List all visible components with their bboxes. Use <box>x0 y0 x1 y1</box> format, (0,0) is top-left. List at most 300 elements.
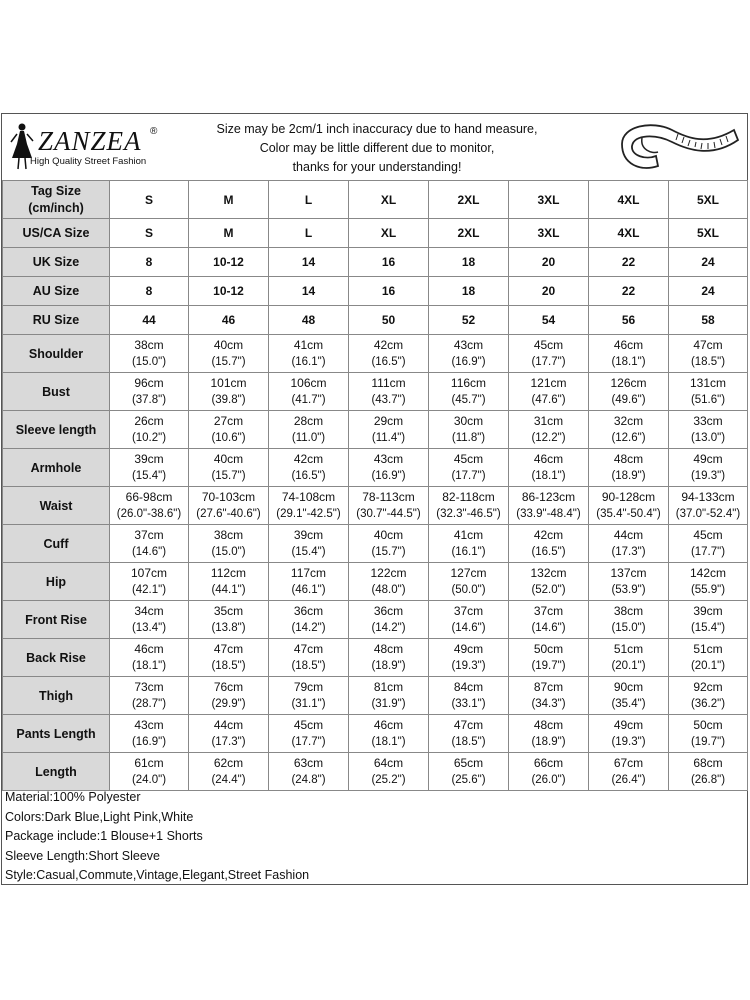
size-cell: 5XL <box>669 219 748 248</box>
cm-value: 26cm <box>134 413 164 428</box>
size-cell: 54 <box>509 306 589 335</box>
cm-value: 28cm <box>293 413 324 428</box>
cm-value: 47cm <box>693 337 723 352</box>
inch-value: (47.6") <box>531 393 566 406</box>
row-label: Bust <box>3 373 110 411</box>
inch-value: (16.5") <box>291 469 326 482</box>
row-label-text: Tag Size <box>31 183 81 198</box>
measurement-cell <box>669 563 748 601</box>
size-cell: 2XL <box>429 181 509 219</box>
measurement-cell <box>669 715 748 753</box>
cm-value: 61cm <box>134 755 164 770</box>
info-material: Material:100% Polyester <box>5 790 141 804</box>
cm-value: 74-108cm <box>281 489 336 504</box>
inch-value: (17.7") <box>291 735 326 748</box>
cm-value: 112cm <box>210 565 247 580</box>
inch-value: (44.1") <box>211 583 246 596</box>
inch-value: (45.7") <box>451 393 486 406</box>
cm-value: 42cm <box>293 451 324 466</box>
inch-value: (14.6") <box>531 621 566 634</box>
measurement-cell <box>110 335 189 373</box>
size-cell: 14 <box>269 277 349 306</box>
measurement-cell <box>110 715 189 753</box>
measurement-row <box>3 601 748 639</box>
inch-value: (26.0"-38.6") <box>116 507 182 520</box>
cm-value: 39cm <box>134 451 164 466</box>
measurement-cell <box>669 639 748 677</box>
inch-value: (16.9") <box>451 355 486 368</box>
size-cell: L <box>269 219 349 248</box>
measurement-row <box>3 449 748 487</box>
inch-value: (18.9") <box>531 735 566 748</box>
cm-value: 126cm <box>610 375 647 390</box>
cm-value: 38cm <box>134 337 164 352</box>
measurement-cell <box>189 753 269 791</box>
inch-value: (15.7") <box>211 469 246 482</box>
cm-value: 43cm <box>373 451 404 466</box>
cm-value: 44cm <box>613 527 644 542</box>
measurement-cell <box>589 449 669 487</box>
cm-value: 47cm <box>213 641 244 656</box>
inch-value: (42.1") <box>131 583 167 596</box>
cm-value: 33cm <box>693 413 723 428</box>
measurement-cell <box>269 715 349 753</box>
cm-value: 37cm <box>533 603 564 618</box>
inch-value: (11.4") <box>371 431 406 444</box>
cm-value: 49cm <box>613 717 644 732</box>
inch-value: (52.0") <box>531 583 566 596</box>
size-cell: 2XL <box>429 219 509 248</box>
measurement-row <box>3 563 748 601</box>
measurement-cell <box>189 373 269 411</box>
info-colors: Colors:Dark Blue,Light Pink,White <box>5 809 194 824</box>
size-cell: 20 <box>509 248 589 277</box>
size-cell: 3XL <box>509 219 589 248</box>
measurement-cell <box>509 639 589 677</box>
inch-value: (16.9") <box>371 469 406 482</box>
measurement-cell <box>429 335 509 373</box>
inch-value: (27.6"-40.6") <box>196 507 261 520</box>
inch-value: (25.2") <box>371 773 406 786</box>
cm-value: 46cm <box>373 717 404 732</box>
cm-value: 44cm <box>213 717 244 732</box>
inch-value: (30.7"-44.5") <box>356 507 421 520</box>
size-cell: 50 <box>349 306 429 335</box>
inch-value: (53.9") <box>611 583 646 596</box>
inch-value: (18.5") <box>211 659 246 672</box>
measurement-cell <box>589 563 669 601</box>
row-label-text: US/CA Size <box>22 225 90 240</box>
row-label: Hip <box>3 563 110 601</box>
inch-value: (11.8") <box>451 431 486 444</box>
inch-value: (18.9") <box>611 469 646 482</box>
cm-value: 87cm <box>533 679 564 694</box>
cm-value: 39cm <box>293 527 324 542</box>
size-cell: 18 <box>429 277 509 306</box>
measurement-cell <box>509 411 589 449</box>
info-style: Style:Casual,Commute,Vintage,Elegant,Street Fashion <box>5 868 310 882</box>
measurement-cell <box>349 715 429 753</box>
cm-value: 68cm <box>693 755 723 770</box>
cm-value: 76cm <box>213 679 244 694</box>
size-cell: 20 <box>509 277 589 306</box>
measurement-cell <box>349 373 429 411</box>
measurement-cell <box>669 411 748 449</box>
cm-value: 40cm <box>213 337 244 352</box>
inch-value: (35.4"-50.4") <box>596 507 661 520</box>
size-cell: 10-12 <box>189 277 269 306</box>
row-label: Pants Length <box>3 715 110 753</box>
measurement-cell <box>669 487 748 525</box>
row-label: Waist <box>3 487 110 525</box>
cm-value: 111cm <box>371 375 406 390</box>
measurement-cell <box>189 677 269 715</box>
brand-name: ZANZEA <box>38 126 142 156</box>
cm-value: 30cm <box>453 413 484 428</box>
measurement-cell <box>110 677 189 715</box>
measurement-cell <box>669 525 748 563</box>
measurement-cell <box>429 449 509 487</box>
cm-value: 65cm <box>453 755 484 770</box>
cm-value: 48cm <box>533 717 564 732</box>
measurement-cell <box>110 563 189 601</box>
cm-value: 49cm <box>693 451 723 466</box>
cm-value: 131cm <box>689 375 727 390</box>
cm-value: 45cm <box>293 717 324 732</box>
inch-value: (35.4") <box>611 697 646 710</box>
measurement-cell <box>509 601 589 639</box>
inch-value: (16.5") <box>531 545 566 558</box>
cm-value: 94-133cm <box>681 489 735 504</box>
size-cell: 44 <box>110 306 189 335</box>
inch-value: (10.2") <box>131 431 167 444</box>
cm-value: 90cm <box>613 679 644 694</box>
cm-value: 36cm <box>373 603 404 618</box>
inch-value: (14.2") <box>371 621 406 634</box>
measurement-cell <box>669 373 748 411</box>
inch-value: (16.9") <box>131 735 167 748</box>
inch-value: (13.8") <box>211 621 246 634</box>
cm-value: 40cm <box>213 451 244 466</box>
size-cell: 8 <box>110 277 189 306</box>
size-cell: 8 <box>110 248 189 277</box>
measurement-cell <box>669 449 748 487</box>
cm-value: 78-113cm <box>362 489 415 504</box>
measurement-row <box>3 411 748 449</box>
cm-value: 47cm <box>293 641 324 656</box>
measurement-cell <box>509 563 589 601</box>
cm-value: 127cm <box>450 565 487 580</box>
inch-value: (12.2") <box>531 431 566 444</box>
measurement-cell <box>509 753 589 791</box>
cm-value: 70-103cm <box>201 489 256 504</box>
cm-value: 82-118cm <box>442 489 495 504</box>
inch-value: (51.6") <box>690 393 726 406</box>
measurement-row <box>3 639 748 677</box>
cm-value: 81cm <box>373 679 404 694</box>
inch-value: (20.1") <box>611 659 646 672</box>
inch-value: (14.2") <box>291 621 326 634</box>
measurement-cell <box>509 373 589 411</box>
cm-value: 37cm <box>453 603 484 618</box>
measurement-notice <box>182 120 572 177</box>
inch-value: (26.8") <box>690 773 726 786</box>
size-cell: 18 <box>429 248 509 277</box>
inch-value: (16.1") <box>291 355 326 368</box>
inch-value: (31.1") <box>291 697 326 710</box>
cm-value: 32cm <box>613 413 644 428</box>
size-cell: 5XL <box>669 181 748 219</box>
cm-value: 66-98cm <box>125 489 173 504</box>
inch-value: (18.1") <box>131 659 167 672</box>
cm-value: 42cm <box>373 337 404 352</box>
measurement-cell <box>110 601 189 639</box>
size-header-row <box>3 219 748 248</box>
inch-value: (17.3") <box>611 545 646 558</box>
inch-value: (46.1") <box>291 583 326 596</box>
row-label-text: UK Size <box>32 254 80 269</box>
size-cell: 22 <box>589 248 669 277</box>
cm-value: 48cm <box>613 451 644 466</box>
measurement-cell <box>349 753 429 791</box>
inch-value: (32.3"-46.5") <box>436 507 501 520</box>
inch-value: (19.7") <box>690 735 726 748</box>
inch-value: (36.2") <box>690 697 726 710</box>
cm-value: 38cm <box>613 603 644 618</box>
product-info <box>5 788 309 886</box>
measuring-tape-icon <box>612 116 742 178</box>
measurement-cell <box>349 449 429 487</box>
size-chart-sheet <box>1 113 748 885</box>
measurement-cell <box>110 487 189 525</box>
measurement-cell <box>189 411 269 449</box>
info-sleeve-length: Sleeve Length:Short Sleeve <box>5 848 160 863</box>
size-cell: 10-12 <box>189 248 269 277</box>
size-header-row <box>3 248 748 277</box>
measurement-cell <box>589 525 669 563</box>
inch-value: (29.9") <box>211 697 246 710</box>
size-cell: 24 <box>669 277 748 306</box>
notice-line: Size may be 2cm/1 inch inaccuracy due to hand measure, <box>216 122 538 136</box>
measurement-cell <box>189 601 269 639</box>
inch-value: (29.1"-42.5") <box>276 507 341 520</box>
measurement-cell <box>349 411 429 449</box>
cm-value: 66cm <box>533 755 564 770</box>
row-label-text: RU Size <box>32 312 80 327</box>
inch-value: (50.0") <box>451 583 486 596</box>
measurement-cell <box>349 525 429 563</box>
inch-value: (16.1") <box>451 545 486 558</box>
inch-value: (20.1") <box>690 659 726 672</box>
cm-value: 31cm <box>533 413 564 428</box>
inch-value: (25.6") <box>451 773 486 786</box>
inch-value: (14.6") <box>131 545 167 558</box>
measurement-cell <box>269 373 349 411</box>
inch-value: (15.0") <box>211 545 246 558</box>
cm-value: 51cm <box>613 641 644 656</box>
cm-value: 137cm <box>610 565 647 580</box>
row-label: Sleeve length <box>3 411 110 449</box>
measurement-cell <box>269 487 349 525</box>
row-label <box>3 277 110 306</box>
inch-value: (55.9") <box>690 583 726 596</box>
cm-value: 96cm <box>134 375 164 390</box>
measurement-cell <box>269 753 349 791</box>
measurement-cell <box>589 411 669 449</box>
inch-value: (19.3") <box>611 735 646 748</box>
measurement-cell <box>669 753 748 791</box>
inch-value: (41.7") <box>291 393 326 406</box>
cm-value: 37cm <box>134 527 164 542</box>
measurement-cell <box>429 677 509 715</box>
measurement-cell <box>269 563 349 601</box>
measurement-cell <box>589 335 669 373</box>
measurement-row <box>3 373 748 411</box>
measurement-cell <box>349 601 429 639</box>
inch-value: (24.8") <box>291 773 326 786</box>
cm-value: 122cm <box>370 565 407 580</box>
cm-value: 50cm <box>693 717 723 732</box>
cm-value: 40cm <box>373 527 404 542</box>
registered-mark: ® <box>150 126 158 137</box>
inch-value: (43.7") <box>371 393 406 406</box>
measurement-cell <box>349 487 429 525</box>
inch-value: (19.7") <box>531 659 566 672</box>
brand-tagline: High Quality Street Fashion <box>30 156 147 167</box>
inch-value: (37.8") <box>131 393 167 406</box>
measurement-cell <box>509 677 589 715</box>
measurement-cell <box>110 525 189 563</box>
cm-value: 107cm <box>130 565 168 580</box>
measurement-cell <box>429 753 509 791</box>
cm-value: 48cm <box>373 641 404 656</box>
measurement-cell <box>429 639 509 677</box>
cm-value: 106cm <box>290 375 327 390</box>
inch-value: (19.3") <box>451 659 486 672</box>
measurement-cell <box>429 525 509 563</box>
measurement-cell <box>269 449 349 487</box>
measurement-cell <box>189 639 269 677</box>
size-header-row <box>3 306 748 335</box>
cm-value: 36cm <box>293 603 324 618</box>
cm-value: 41cm <box>453 527 484 542</box>
measurement-cell <box>589 677 669 715</box>
inch-value: (13.0") <box>690 431 726 444</box>
inch-value: (37.0"-52.4") <box>675 507 741 520</box>
size-cell: M <box>189 219 269 248</box>
row-label: Length <box>3 753 110 791</box>
cm-value: 63cm <box>293 755 324 770</box>
inch-value: (19.3") <box>690 469 726 482</box>
row-label: Armhole <box>3 449 110 487</box>
notice-line: Color may be little different due to monitor, <box>259 141 495 155</box>
inch-value: (15.4") <box>291 545 326 558</box>
inch-value: (17.7") <box>690 545 726 558</box>
cm-value: 92cm <box>693 679 723 694</box>
measurement-cell <box>269 677 349 715</box>
size-cell: 22 <box>589 277 669 306</box>
measurement-cell <box>429 715 509 753</box>
inch-value: (39.8") <box>211 393 246 406</box>
cm-value: 46cm <box>533 451 564 466</box>
size-cell: 3XL <box>509 181 589 219</box>
cm-value: 116cm <box>450 375 487 390</box>
info-package: Package include:1 Blouse+1 Shorts <box>5 829 203 843</box>
measurement-cell <box>669 601 748 639</box>
inch-value: (33.1") <box>451 697 486 710</box>
measurement-cell <box>589 753 669 791</box>
inch-value: (18.9") <box>371 659 406 672</box>
measurement-cell <box>269 335 349 373</box>
cm-value: 84cm <box>453 679 484 694</box>
measurement-cell <box>589 639 669 677</box>
size-cell: XL <box>349 181 429 219</box>
measurement-cell <box>509 525 589 563</box>
size-cell: 56 <box>589 306 669 335</box>
measurement-cell <box>589 487 669 525</box>
cm-value: 42cm <box>533 527 564 542</box>
measurement-cell <box>110 449 189 487</box>
cm-value: 47cm <box>453 717 484 732</box>
measurement-cell <box>189 715 269 753</box>
row-label: Cuff <box>3 525 110 563</box>
row-label <box>3 248 110 277</box>
measurement-cell <box>669 677 748 715</box>
size-table <box>2 180 748 791</box>
size-header-row <box>3 277 748 306</box>
measurement-cell <box>269 601 349 639</box>
cm-value: 29cm <box>373 413 404 428</box>
inch-value: (48.0") <box>371 583 406 596</box>
cm-value: 43cm <box>453 337 484 352</box>
inch-value: (26.4") <box>611 773 646 786</box>
inch-value: (18.1") <box>611 355 646 368</box>
row-label-text: AU Size <box>32 283 80 298</box>
measurement-cell <box>189 487 269 525</box>
inch-value: (15.7") <box>371 545 406 558</box>
measurement-cell <box>110 411 189 449</box>
cm-value: 46cm <box>613 337 644 352</box>
inch-value: (10.6") <box>211 431 246 444</box>
inch-value: (14.6") <box>451 621 486 634</box>
cm-value: 142cm <box>689 565 727 580</box>
measurement-cell <box>189 525 269 563</box>
cm-value: 101cm <box>210 375 247 390</box>
inch-value: (16.5") <box>371 355 406 368</box>
cm-value: 50cm <box>533 641 564 656</box>
inch-value: (17.7") <box>451 469 486 482</box>
size-cell: 24 <box>669 248 748 277</box>
measurement-cell <box>110 639 189 677</box>
inch-value: (15.4") <box>690 621 726 634</box>
inch-value: (24.4") <box>211 773 246 786</box>
cm-value: 79cm <box>293 679 324 694</box>
size-cell: 52 <box>429 306 509 335</box>
notice-line: thanks for your understanding! <box>292 160 462 174</box>
row-label: Front Rise <box>3 601 110 639</box>
chart-header <box>2 114 747 181</box>
inch-value: (18.1") <box>531 469 566 482</box>
cm-value: 117cm <box>290 565 327 580</box>
cm-value: 43cm <box>134 717 164 732</box>
size-cell: 16 <box>349 248 429 277</box>
size-cell: 46 <box>189 306 269 335</box>
inch-value: (18.5") <box>291 659 326 672</box>
row-label <box>3 306 110 335</box>
inch-value: (15.0") <box>131 355 167 368</box>
cm-value: 45cm <box>693 527 723 542</box>
inch-value: (31.9") <box>371 697 406 710</box>
